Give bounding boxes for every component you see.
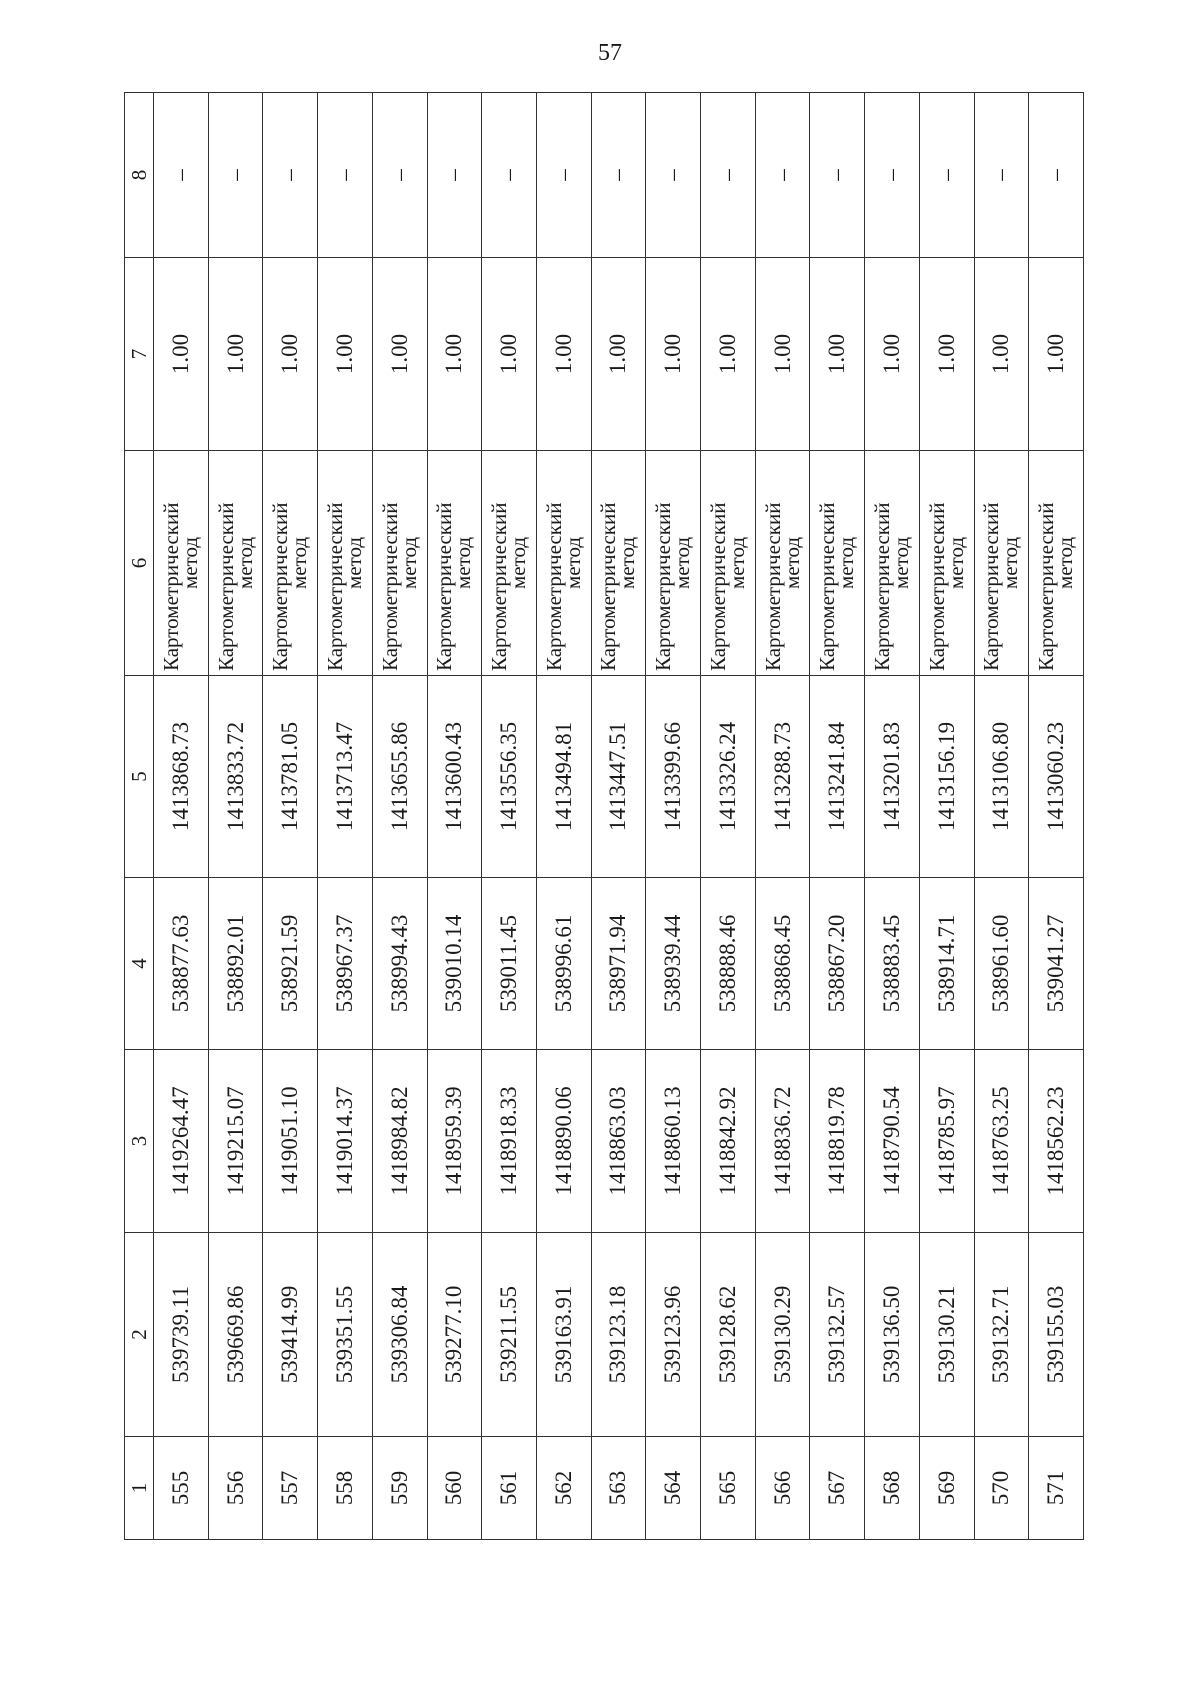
description-cell: – bbox=[536, 93, 591, 258]
method-line-2: метод bbox=[177, 536, 202, 590]
coord-y-old-cell: 1418959.39 bbox=[427, 1050, 482, 1233]
coord-y-new-cell: 1413600.43 bbox=[427, 676, 482, 878]
table-row bbox=[154, 93, 209, 1540]
coord-y-new-cell: 1413201.83 bbox=[865, 676, 920, 878]
rotated-table-container bbox=[124, 93, 1084, 1540]
accuracy-cell: 1.00 bbox=[318, 258, 373, 451]
coord-y-new-cell: 1413399.66 bbox=[646, 676, 701, 878]
method-line-1: Картометрический bbox=[541, 502, 566, 671]
column-header-8: 8 bbox=[125, 93, 154, 258]
method-line-1: Картометрический bbox=[158, 502, 183, 671]
coord-x-old-cell: 539132.57 bbox=[810, 1233, 865, 1437]
coord-y-old-cell: 1418984.82 bbox=[372, 1050, 427, 1233]
description-cell: – bbox=[427, 93, 482, 258]
table-rotation-frame bbox=[124, 93, 1084, 1540]
accuracy-cell: 1.00 bbox=[755, 258, 810, 451]
table-header-row bbox=[125, 93, 154, 1540]
table-row bbox=[208, 93, 263, 1540]
coord-x-new-cell: 538996.61 bbox=[536, 878, 591, 1050]
coord-y-old-cell: 1418819.78 bbox=[810, 1050, 865, 1233]
method-line-2: метод bbox=[888, 536, 913, 590]
method-cell bbox=[974, 451, 1029, 676]
coord-x-new-cell: 539010.14 bbox=[427, 878, 482, 1050]
method-line-2: метод bbox=[232, 536, 257, 590]
method-cell bbox=[701, 451, 756, 676]
coord-y-old-cell: 1418790.54 bbox=[865, 1050, 920, 1233]
method-cell bbox=[591, 451, 646, 676]
method-line-1: Картометрический bbox=[377, 502, 402, 671]
accuracy-cell: 1.00 bbox=[536, 258, 591, 451]
coord-x-new-cell: 538939.44 bbox=[646, 878, 701, 1050]
method-line-2: метод bbox=[670, 536, 695, 590]
point-number-cell: 566 bbox=[755, 1437, 810, 1540]
coord-x-old-cell: 539211.55 bbox=[482, 1233, 537, 1437]
accuracy-cell: 1.00 bbox=[1029, 258, 1084, 451]
coord-y-new-cell: 1413833.72 bbox=[208, 676, 263, 878]
coord-y-new-cell: 1413556.35 bbox=[482, 676, 537, 878]
point-number-cell: 556 bbox=[208, 1437, 263, 1540]
coord-y-new-cell: 1413781.05 bbox=[263, 676, 318, 878]
coord-y-new-cell: 1413288.73 bbox=[755, 676, 810, 878]
column-header-4: 4 bbox=[125, 878, 154, 1050]
table-row bbox=[974, 93, 1029, 1540]
method-line-1: Картометрический bbox=[651, 502, 676, 671]
coord-x-old-cell: 539130.21 bbox=[919, 1233, 974, 1437]
method-line-1: Картометрический bbox=[268, 502, 293, 671]
coord-x-new-cell: 538877.63 bbox=[154, 878, 209, 1050]
method-cell bbox=[536, 451, 591, 676]
method-line-2: метод bbox=[834, 536, 859, 590]
method-cell bbox=[919, 451, 974, 676]
method-cell bbox=[154, 451, 209, 676]
coord-x-old-cell: 539123.18 bbox=[591, 1233, 646, 1437]
coord-x-old-cell: 539414.99 bbox=[263, 1233, 318, 1437]
accuracy-cell: 1.00 bbox=[919, 258, 974, 451]
coord-x-old-cell: 539277.10 bbox=[427, 1233, 482, 1437]
method-line-2: метод bbox=[451, 536, 476, 590]
method-line-1: Картометрический bbox=[760, 502, 785, 671]
point-number-cell: 567 bbox=[810, 1437, 865, 1540]
method-line-2: метод bbox=[779, 536, 804, 590]
point-number-cell: 565 bbox=[701, 1437, 756, 1540]
point-number-cell: 559 bbox=[372, 1437, 427, 1540]
description-cell: – bbox=[974, 93, 1029, 258]
coord-x-old-cell: 539739.11 bbox=[154, 1233, 209, 1437]
method-line-1: Картометрический bbox=[596, 502, 621, 671]
description-cell: – bbox=[1029, 93, 1084, 258]
method-cell bbox=[865, 451, 920, 676]
description-cell: – bbox=[591, 93, 646, 258]
coord-x-new-cell: 538961.60 bbox=[974, 878, 1029, 1050]
coord-y-new-cell: 1413713.47 bbox=[318, 676, 373, 878]
point-number-cell: 555 bbox=[154, 1437, 209, 1540]
accuracy-cell: 1.00 bbox=[208, 258, 263, 451]
coord-y-new-cell: 1413447.51 bbox=[591, 676, 646, 878]
coord-y-old-cell: 1418836.72 bbox=[755, 1050, 810, 1233]
description-cell: – bbox=[646, 93, 701, 258]
description-cell: – bbox=[810, 93, 865, 258]
method-line-1: Картометрический bbox=[705, 502, 730, 671]
method-line-2: метод bbox=[396, 536, 421, 590]
coord-y-new-cell: 1413494.81 bbox=[536, 676, 591, 878]
description-cell: – bbox=[263, 93, 318, 258]
method-line-1: Картометрический bbox=[213, 502, 238, 671]
method-cell bbox=[263, 451, 318, 676]
coord-x-old-cell: 539130.29 bbox=[755, 1233, 810, 1437]
table-row bbox=[810, 93, 865, 1540]
method-line-1: Картометрический bbox=[487, 502, 512, 671]
method-line-2: метод bbox=[287, 536, 312, 590]
coord-x-old-cell: 539136.50 bbox=[865, 1233, 920, 1437]
coord-x-old-cell: 539163.91 bbox=[536, 1233, 591, 1437]
description-cell: – bbox=[154, 93, 209, 258]
table-row bbox=[591, 93, 646, 1540]
point-number-cell: 563 bbox=[591, 1437, 646, 1540]
column-header-2: 2 bbox=[125, 1233, 154, 1437]
method-cell bbox=[208, 451, 263, 676]
table-row bbox=[865, 93, 920, 1540]
point-number-cell: 562 bbox=[536, 1437, 591, 1540]
description-cell: – bbox=[865, 93, 920, 258]
method-cell bbox=[810, 451, 865, 676]
method-cell bbox=[1029, 451, 1084, 676]
coord-x-new-cell: 538883.45 bbox=[865, 878, 920, 1050]
method-line-2: метод bbox=[943, 536, 968, 590]
method-line-2: метод bbox=[506, 536, 531, 590]
accuracy-cell: 1.00 bbox=[646, 258, 701, 451]
table-row bbox=[482, 93, 537, 1540]
coord-y-old-cell: 1418763.25 bbox=[974, 1050, 1029, 1233]
coord-y-new-cell: 1413241.84 bbox=[810, 676, 865, 878]
method-line-1: Картометрический bbox=[815, 502, 840, 671]
coord-x-new-cell: 538888.46 bbox=[701, 878, 756, 1050]
method-line-1: Картометрический bbox=[869, 502, 894, 671]
table-row bbox=[919, 93, 974, 1540]
point-number-cell: 558 bbox=[318, 1437, 373, 1540]
method-line-1: Картометрический bbox=[432, 502, 457, 671]
accuracy-cell: 1.00 bbox=[701, 258, 756, 451]
method-line-1: Картометрический bbox=[924, 502, 949, 671]
coord-x-new-cell: 538914.71 bbox=[919, 878, 974, 1050]
coord-y-new-cell: 1413868.73 bbox=[154, 676, 209, 878]
coord-y-old-cell: 1418918.33 bbox=[482, 1050, 537, 1233]
coord-x-new-cell: 538867.20 bbox=[810, 878, 865, 1050]
accuracy-cell: 1.00 bbox=[372, 258, 427, 451]
method-line-2: метод bbox=[724, 536, 749, 590]
method-cell bbox=[427, 451, 482, 676]
description-cell: – bbox=[318, 93, 373, 258]
point-number-cell: 557 bbox=[263, 1437, 318, 1540]
coord-x-new-cell: 539011.45 bbox=[482, 878, 537, 1050]
column-header-3: 3 bbox=[125, 1050, 154, 1233]
accuracy-cell: 1.00 bbox=[154, 258, 209, 451]
coord-y-new-cell: 1413106.80 bbox=[974, 676, 1029, 878]
table-row bbox=[1029, 93, 1084, 1540]
coord-x-old-cell: 539132.71 bbox=[974, 1233, 1029, 1437]
description-cell: – bbox=[755, 93, 810, 258]
coordinates-table bbox=[124, 92, 1084, 1540]
point-number-cell: 564 bbox=[646, 1437, 701, 1540]
column-header-7: 7 bbox=[125, 258, 154, 451]
coord-y-old-cell: 1418785.97 bbox=[919, 1050, 974, 1233]
method-cell bbox=[318, 451, 373, 676]
coord-y-old-cell: 1419014.37 bbox=[318, 1050, 373, 1233]
method-line-2: метод bbox=[998, 536, 1023, 590]
coord-y-old-cell: 1418842.92 bbox=[701, 1050, 756, 1233]
method-line-2: метод bbox=[560, 536, 585, 590]
coord-y-new-cell: 1413060.23 bbox=[1029, 676, 1084, 878]
column-header-6: 6 bbox=[125, 451, 154, 676]
coord-y-old-cell: 1418890.06 bbox=[536, 1050, 591, 1233]
accuracy-cell: 1.00 bbox=[591, 258, 646, 451]
table-row bbox=[263, 93, 318, 1540]
coord-x-old-cell: 539155.03 bbox=[1029, 1233, 1084, 1437]
method-line-2: метод bbox=[341, 536, 366, 590]
description-cell: – bbox=[208, 93, 263, 258]
coord-y-new-cell: 1413326.24 bbox=[701, 676, 756, 878]
method-cell bbox=[482, 451, 537, 676]
coord-x-new-cell: 539041.27 bbox=[1029, 878, 1084, 1050]
accuracy-cell: 1.00 bbox=[865, 258, 920, 451]
coord-y-new-cell: 1413655.86 bbox=[372, 676, 427, 878]
coord-x-old-cell: 539669.86 bbox=[208, 1233, 263, 1437]
method-line-2: метод bbox=[615, 536, 640, 590]
point-number-cell: 570 bbox=[974, 1437, 1029, 1540]
coord-x-old-cell: 539306.84 bbox=[372, 1233, 427, 1437]
table-row bbox=[701, 93, 756, 1540]
coord-x-new-cell: 538892.01 bbox=[208, 878, 263, 1050]
coord-x-new-cell: 538971.94 bbox=[591, 878, 646, 1050]
coord-y-new-cell: 1413156.19 bbox=[919, 676, 974, 878]
point-number-cell: 561 bbox=[482, 1437, 537, 1540]
accuracy-cell: 1.00 bbox=[974, 258, 1029, 451]
description-cell: – bbox=[701, 93, 756, 258]
column-header-5: 5 bbox=[125, 676, 154, 878]
coord-x-new-cell: 538967.37 bbox=[318, 878, 373, 1050]
point-number-cell: 569 bbox=[919, 1437, 974, 1540]
point-number-cell: 560 bbox=[427, 1437, 482, 1540]
description-cell: – bbox=[919, 93, 974, 258]
page-number: 57 bbox=[598, 40, 622, 66]
method-line-1: Картометрический bbox=[979, 502, 1004, 671]
coord-x-new-cell: 538921.59 bbox=[263, 878, 318, 1050]
method-line-1: Картометрический bbox=[1034, 502, 1059, 671]
point-number-cell: 568 bbox=[865, 1437, 920, 1540]
coord-y-old-cell: 1419051.10 bbox=[263, 1050, 318, 1233]
method-cell bbox=[646, 451, 701, 676]
table-row bbox=[427, 93, 482, 1540]
point-number-cell: 571 bbox=[1029, 1437, 1084, 1540]
method-line-1: Картометрический bbox=[322, 502, 347, 671]
coord-x-new-cell: 538868.45 bbox=[755, 878, 810, 1050]
coord-x-old-cell: 539351.55 bbox=[318, 1233, 373, 1437]
table-row bbox=[755, 93, 810, 1540]
coord-y-old-cell: 1419264.47 bbox=[154, 1050, 209, 1233]
table-row bbox=[318, 93, 373, 1540]
description-cell: – bbox=[372, 93, 427, 258]
accuracy-cell: 1.00 bbox=[482, 258, 537, 451]
method-cell bbox=[755, 451, 810, 676]
accuracy-cell: 1.00 bbox=[810, 258, 865, 451]
accuracy-cell: 1.00 bbox=[427, 258, 482, 451]
method-cell bbox=[372, 451, 427, 676]
method-line-2: метод bbox=[1053, 536, 1078, 590]
table-row bbox=[536, 93, 591, 1540]
table-row bbox=[646, 93, 701, 1540]
table-row bbox=[372, 93, 427, 1540]
coord-y-old-cell: 1418860.13 bbox=[646, 1050, 701, 1233]
coord-y-old-cell: 1419215.07 bbox=[208, 1050, 263, 1233]
coord-x-old-cell: 539128.62 bbox=[701, 1233, 756, 1437]
description-cell: – bbox=[482, 93, 537, 258]
coord-x-new-cell: 538994.43 bbox=[372, 878, 427, 1050]
accuracy-cell: 1.00 bbox=[263, 258, 318, 451]
coord-y-old-cell: 1418863.03 bbox=[591, 1050, 646, 1233]
coord-y-old-cell: 1418562.23 bbox=[1029, 1050, 1084, 1233]
table-body bbox=[154, 93, 1084, 1540]
column-header-1: 1 bbox=[125, 1437, 154, 1540]
coord-x-old-cell: 539123.96 bbox=[646, 1233, 701, 1437]
